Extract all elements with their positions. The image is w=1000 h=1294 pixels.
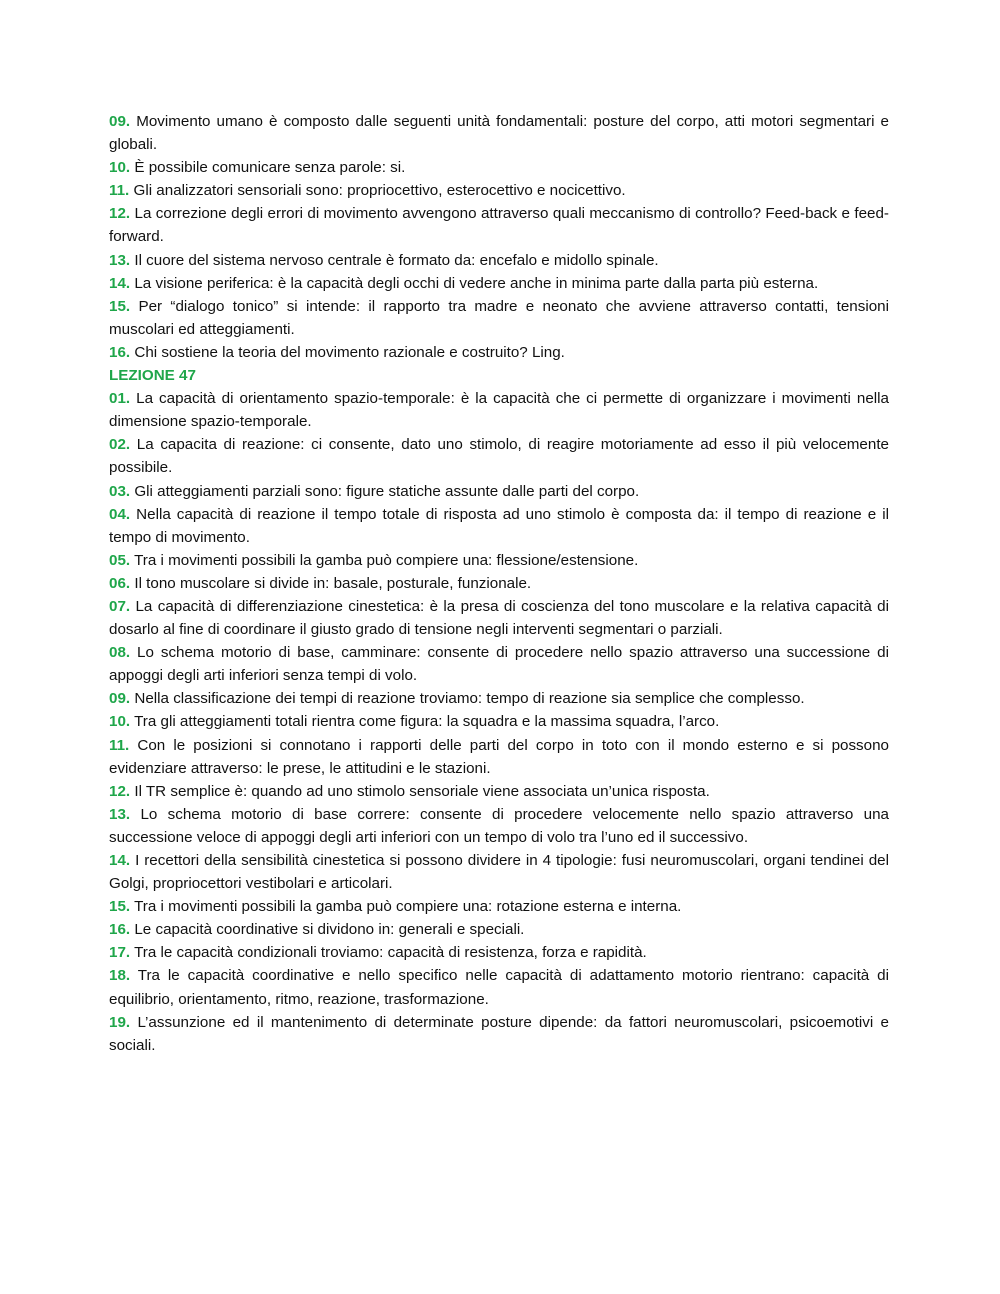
question-text: Lo schema motorio di base correre: consente di procedere velocemente nello spazio attraverso una successione veloce di appoggi degli arti inferiori con un tempo di volo tra l’uno ed il successivo. <box>109 805 889 846</box>
question-text: I recettori della sensibilità cinestetica si possono dividere in 4 tipologie: fusi neuromuscolari, organi tendinei del Golgi, propriocettori vestibolari e articolari. <box>109 852 889 893</box>
question-number: 06. <box>109 574 131 592</box>
question-number: 15. <box>109 297 131 315</box>
question-text: Nella classificazione dei tempi di reazione troviamo: tempo di reazione sia semplice che complesso. <box>134 690 805 708</box>
question-item <box>109 687 889 710</box>
question-text: Nella capacità di reazione il tempo totale di risposta ad uno stimolo è composta da: il tempo di reazione e il tempo di movimento. <box>109 505 889 546</box>
question-number: 13. <box>109 251 131 269</box>
question-text: È possibile comunicare senza parole: si. <box>134 159 406 177</box>
question-number: 01. <box>109 390 131 408</box>
question-number: 16. <box>109 921 131 939</box>
question-item <box>109 156 889 179</box>
question-text: Con le posizioni si connotano i rapporti delle parti del corpo in toto con il mondo esterno e si possono evidenziare attraverso: le prese, le attitudini e le stazioni. <box>109 736 889 777</box>
question-number: 14. <box>109 274 131 292</box>
question-number: 14. <box>109 852 131 869</box>
question-item <box>109 387 889 433</box>
question-number: 15. <box>109 898 131 916</box>
question-text: Lo schema motorio di base, camminare: consente di procedere nello spazio attraverso una successione di appoggi degli arti inferiori senza tempi di volo. <box>109 644 889 685</box>
question-text: Le capacità coordinative si dividono in: generali e speciali. <box>134 921 525 939</box>
question-item <box>109 295 889 341</box>
question-item <box>109 110 889 156</box>
question-number: 07. <box>109 597 131 615</box>
question-text: Il cuore del sistema nervoso centrale è formato da: encefalo e midollo spinale. <box>134 251 659 269</box>
question-number: 09. <box>109 113 131 130</box>
question-number: 18. <box>109 967 131 985</box>
question-text: La visione periferica: è la capacità degli occhi di vedere anche in minima parte dalla parta più esterna. <box>134 274 819 292</box>
question-item <box>109 572 889 595</box>
question-text: Tra gli atteggiamenti totali rientra come figura: la squadra e la massima squadra, l’arco. <box>134 713 720 731</box>
question-text: Tra i movimenti possibili la gamba può compiere una: flessione/estensione. <box>134 551 639 569</box>
document-page <box>109 110 889 1057</box>
question-item <box>109 249 889 272</box>
question-number: 13. <box>109 805 131 823</box>
question-text: Il TR semplice è: quando ad uno stimolo sensoriale viene associata un’unica risposta. <box>134 782 710 800</box>
question-number: 10. <box>109 713 131 731</box>
question-text: La capacità di orientamento spazio-temporale: è la capacità che ci permette di organizzare i movimenti nella dimensione spazio-temporale. <box>109 390 889 431</box>
question-item <box>109 895 889 918</box>
question-item <box>109 1011 889 1057</box>
question-item <box>109 710 889 733</box>
question-number: 04. <box>109 505 131 523</box>
question-item <box>109 202 889 248</box>
question-item <box>109 941 889 964</box>
question-item <box>109 780 889 803</box>
question-number: 17. <box>109 944 131 962</box>
lesson-heading: LEZIONE 47 <box>109 367 196 385</box>
question-number: 12. <box>109 782 131 800</box>
question-number: 09. <box>109 690 131 708</box>
question-item <box>109 341 889 364</box>
question-number: 05. <box>109 551 131 569</box>
question-item <box>109 272 889 295</box>
question-text: La correzione degli errori di movimento avvengono attraverso quali meccanismo di controllo? Feed-back e feed-forward. <box>109 205 889 246</box>
question-text: Per “dialogo tonico” si intende: il rapporto tra madre e neonato che avviene attraverso contatti, tensioni muscolari ed atteggiamenti. <box>109 297 889 338</box>
question-item <box>109 595 889 641</box>
question-number: 08. <box>109 644 131 662</box>
question-number: 16. <box>109 343 131 361</box>
question-text: Tra i movimenti possibili la gamba può compiere una: rotazione esterna e interna. <box>134 898 682 916</box>
question-item <box>109 503 889 549</box>
question-item <box>109 803 889 849</box>
question-text: Il tono muscolare si divide in: basale, posturale, funzionale. <box>134 574 532 592</box>
question-item <box>109 549 889 572</box>
question-text: Gli analizzatori sensoriali sono: propriocettivo, esterocettivo e nocicettivo. <box>133 182 626 200</box>
question-number: 10. <box>109 159 131 177</box>
question-item <box>109 179 889 202</box>
question-number: 19. <box>109 1013 131 1031</box>
question-text: Tra le capacità condizionali troviamo: capacità di resistenza, forza e rapidità. <box>134 944 647 962</box>
question-item <box>109 918 889 941</box>
question-item <box>109 433 889 479</box>
question-text: La capacita di reazione: ci consente, dato uno stimolo, di reagire motoriamente ad esso il più velocemente possibile. <box>109 436 889 477</box>
question-number: 12. <box>109 205 131 223</box>
question-item <box>109 734 889 780</box>
question-text: Chi sostiene la teoria del movimento razionale e costruito? Ling. <box>134 343 565 361</box>
question-text: Movimento umano è composto dalle seguenti unità fondamentali: posture del corpo, atti motori segmentari e globali. <box>109 113 889 154</box>
question-item <box>109 641 889 687</box>
question-item <box>109 964 889 1010</box>
question-number: 11. <box>109 182 130 200</box>
question-text: L’assunzione ed il mantenimento di determinate posture dipende: da fattori neuromuscolari, psicoemotivi e sociali. <box>109 1013 889 1054</box>
question-text: Gli atteggiamenti parziali sono: figure statiche assunte dalle parti del corpo. <box>134 482 640 500</box>
question-item <box>109 849 889 895</box>
question-number: 02. <box>109 436 131 454</box>
question-text: Tra le capacità coordinative e nello specifico nelle capacità di adattamento motorio rientrano: capacità di equilibrio, orientamento, ritmo, reazione, trasformazione. <box>109 967 889 1008</box>
question-text: La capacità di differenziazione cinestetica: è la presa di coscienza del tono muscolare e la relativa capacità di dosarlo al fine di coordinare il giusto grado di tensione negli interventi segmentari o parziali. <box>109 597 889 639</box>
question-item <box>109 480 889 503</box>
question-number: 11. <box>109 736 130 754</box>
question-number: 03. <box>109 482 131 500</box>
